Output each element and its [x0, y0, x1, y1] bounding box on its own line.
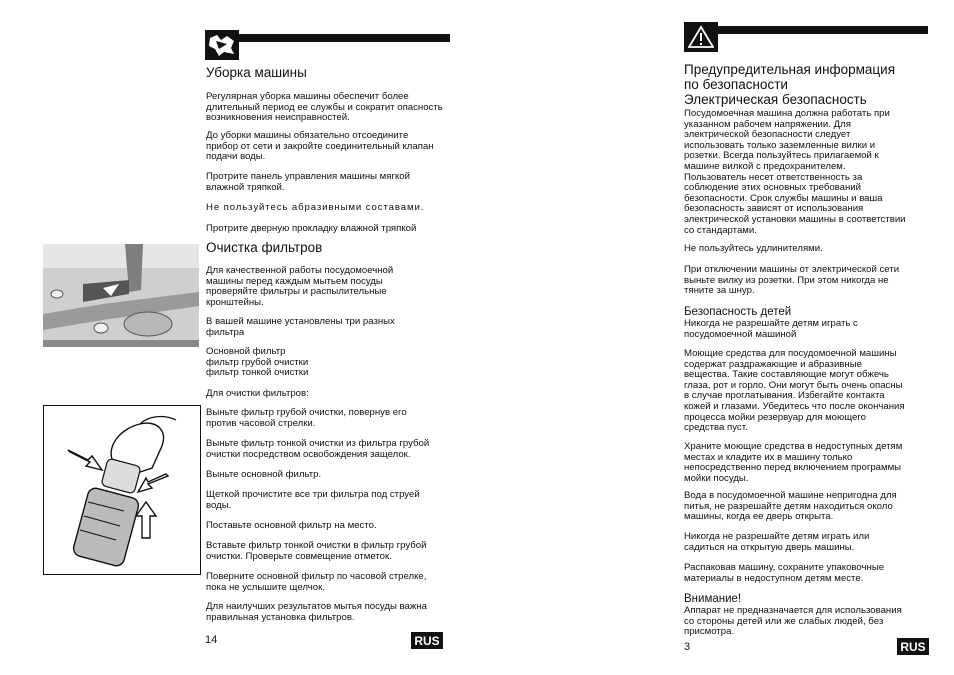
heading-machine-cleaning: Уборка машины [206, 65, 307, 80]
heading-safety-info: Предупредительная информация по безопасности [684, 62, 896, 92]
clean-paragraph-3: Протрите панель управления машины мягкой влажной тряпкой. [206, 171, 410, 193]
children-paragraph-6: Распаковав машину, сохраните упаковочные материалы в недоступном детям месте. [684, 562, 885, 584]
filter-removal-illustration [43, 405, 201, 575]
filter-paragraph-2: В вашей машине установлены три разных фильтра [206, 316, 395, 338]
filter-photo [43, 244, 199, 347]
filter-paragraph-4: Для очистки фильтров: [206, 388, 309, 399]
page-number-right: 3 [684, 641, 691, 653]
clean-paragraph-5: Протрите дверную прокладку влажной тряпкой [206, 223, 417, 234]
header-bar-left [239, 34, 450, 42]
heading-child-safety: Безопасность детей [684, 306, 792, 318]
clean-paragraph-4: Не пользуйтесь абразивными составами. [206, 202, 425, 213]
page-number-left: 14 [205, 634, 218, 646]
electric-paragraph-3: При отключении машины от электрической сети выньте вилку из розетки. При этом никогда не тяните за шнур. [684, 264, 900, 297]
filter-paragraph-9: Поставьте основной фильтр на место. [206, 520, 377, 531]
filter-paragraph-7: Выньте основной фильтр. [206, 469, 322, 480]
heading-filter-cleaning: Очистка фильтров [206, 240, 323, 255]
children-paragraph-5: Никогда не разрешайте детям играть или садиться на открытую дверь машины. [684, 531, 870, 553]
clean-paragraph-1: Регулярная уборка машины обеспечит более длительный период ее службы и сократит опасность возникновения неисправностей. [206, 91, 443, 124]
cleaning-icon [205, 30, 239, 60]
children-paragraph-2: Моющие средства для посудомоечной машины содержат раздражающие и абразивные вещества. Такие составляющие могут обжечь глаза, рот и горло. Они могут быть очень опасны в случае проглатывания. Избегайте контакта кожей и глазами. Убедитесь что после окончания процесса мойки резервуар для моющего средства пуст. [684, 348, 905, 434]
children-paragraph-3: Храните моющие средства в недоступных детям местах и кладите их в машину только непосредственно перед включением программы мойки посуды. [684, 441, 903, 484]
lang-badge-right: RUS [897, 638, 929, 655]
filter-paragraph-1: Для качественной работы посудомоечной машины перед каждым мытьем посуды проверяйте фильтры и распылительные кронштейны. [206, 265, 394, 308]
filter-paragraph-8: Щеткой прочистите все три фильтра под струей воды. [206, 489, 420, 511]
heading-electrical-safety: Электрическая безопасность [684, 92, 867, 107]
lang-badge-left: RUS [411, 632, 443, 649]
children-paragraph-4: Вода в посудомоечной машине непригодна для питья, не разрешайте детям находиться около машины, когда ее дверь открыта. [684, 490, 897, 523]
electric-paragraph-1: Посудомоечная машина должна работать при указанном рабочем напряжении. Для электрической безопасности следует использовать только заземленные вилки и розетки. Всегда пользуйтесь прилагаемой к машине вилкой с предохранителем. Пользователь несет ответственность за соблюдение этих основных требований безопасности. Срок службы машины и ваша безопасность зависят от использования электрической установки машины в соответствии со стандартами. [684, 108, 906, 236]
warning-icon [684, 22, 718, 52]
heading-attention: Внимание! [684, 593, 742, 605]
filter-paragraph-11: Поверните основной фильтр по часовой стрелке, пока не услышите щелчок. [206, 571, 427, 593]
filter-paragraph-10: Вставьте фильтр тонкой очистки в фильтр грубой очистки. Проверьте совмещение отметок. [206, 540, 427, 562]
clean-paragraph-2: До уборки машины обязательно отсоедините прибор от сети и закройте соединительный клапан подачи воды. [206, 130, 434, 163]
filter-paragraph-3: Основной фильтр фильтр грубой очистки фильтр тонкой очистки [206, 346, 309, 379]
filter-paragraph-6: Выньте фильтр тонкой очистки из фильтра грубой очистки посредством освобождения защелок. [206, 438, 430, 460]
attention-paragraph: Аппарат не предназначается для использования со стороны детей или же слабых людей, без присмотра. [684, 605, 902, 638]
filter-paragraph-5: Выньте фильтр грубой очистки, повернув его против часовой стрелки. [206, 407, 407, 429]
header-bar-right [718, 26, 928, 34]
children-paragraph-1: Никогда не разрешайте детям играть с посудомоечной машиной [684, 318, 858, 340]
electric-paragraph-2: Не пользуйтесь удлинителями. [684, 243, 823, 254]
filter-paragraph-12: Для наилучших результатов мытья посуды важна правильная установка фильтров. [206, 601, 427, 623]
